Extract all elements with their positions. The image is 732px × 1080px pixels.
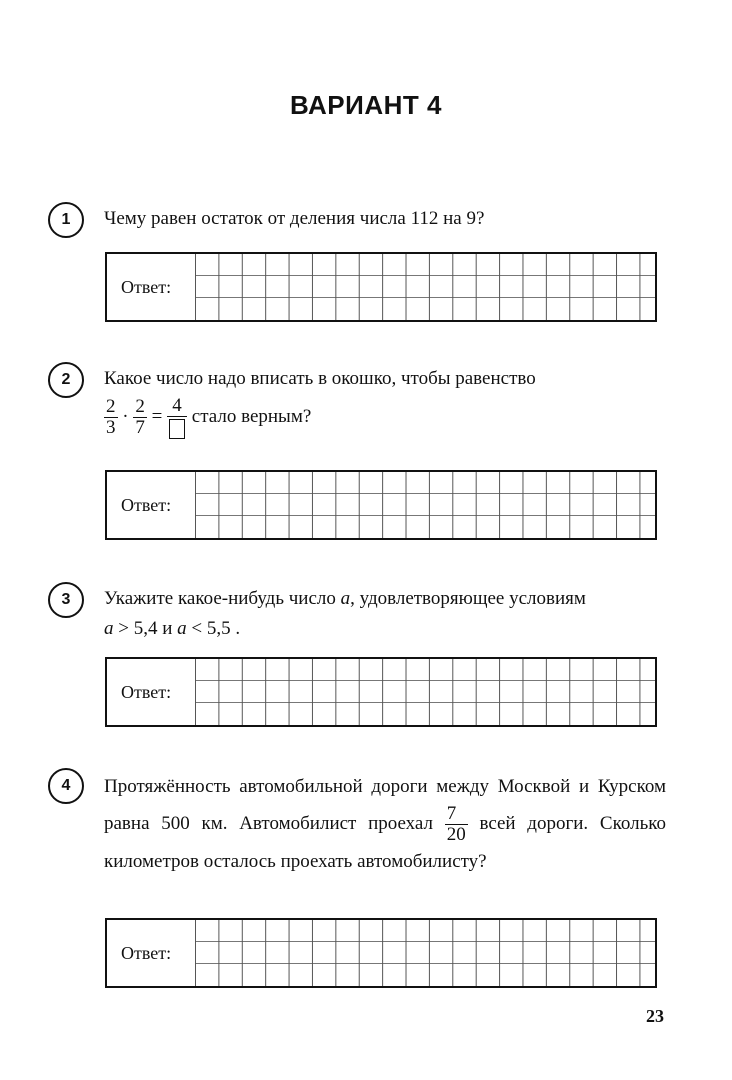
task-4-answer-box[interactable] (105, 918, 657, 988)
task-3-line2: a > 5,4 и a < 5,5 . (104, 618, 241, 639)
task-2-answer-box[interactable] (105, 470, 657, 540)
task-2-text (104, 364, 666, 439)
task-3-number: 3 (48, 582, 84, 618)
multiply-dot: · (122, 405, 129, 427)
task-2-text-after: стало верным? (191, 405, 312, 427)
variable-a: a (104, 618, 114, 639)
answer-grid[interactable] (195, 254, 655, 320)
numerator: 2 (106, 396, 116, 417)
task-4-text: Протяжённость автомобильной дороги между Москвой и Курском равна 500 км. Автомобилист проехал $\frac{7}{20}$ всей дороги. Сколько километров осталось проехать автомобилисту? (104, 776, 667, 872)
task-1-text: Чему равен остаток от деления числа 112 на 9? (104, 208, 485, 229)
variable-a: a (340, 588, 351, 609)
answer-grid[interactable] (195, 920, 655, 986)
numerator: 4 (167, 396, 187, 417)
answer-grid[interactable] (195, 472, 655, 538)
page-title: ВАРИАНТ 4 (290, 90, 442, 120)
task-1-answer-box[interactable] (105, 252, 657, 322)
fraction-7-20 (445, 804, 468, 845)
task-3-text (104, 584, 666, 644)
fraction-2-7 (133, 397, 147, 438)
numerator: 7 (445, 804, 468, 825)
task-2-number: 2 (48, 362, 84, 398)
task-4-number: 4 (48, 768, 84, 804)
answer-label: Ответ: (121, 277, 172, 297)
task-1-number: 1 (48, 202, 84, 238)
numerator: 2 (135, 396, 145, 417)
fraction-4-box (167, 396, 187, 439)
answer-grid[interactable] (195, 659, 655, 725)
denominator: 7 (135, 417, 145, 438)
task-2-equation (104, 396, 666, 439)
fraction-2-3 (104, 397, 118, 438)
denominator: 3 (106, 417, 116, 438)
task-2-line1: Какое число надо вписать в окошко, чтобы равенство (104, 368, 536, 389)
variable-a: a (177, 618, 187, 639)
answer-label: Ответ: (121, 495, 172, 515)
answer-label: Ответ: (121, 943, 172, 963)
page-number: 23 (646, 1006, 664, 1026)
task-3-line1: Укажите какое-нибудь число a, удовлетворяющее условиям (104, 588, 586, 609)
task-3-answer-box[interactable] (105, 657, 657, 727)
denominator: 20 (446, 824, 466, 845)
answer-label: Ответ: (121, 682, 172, 702)
blank-box (167, 417, 187, 439)
equals-sign: = (151, 405, 163, 427)
